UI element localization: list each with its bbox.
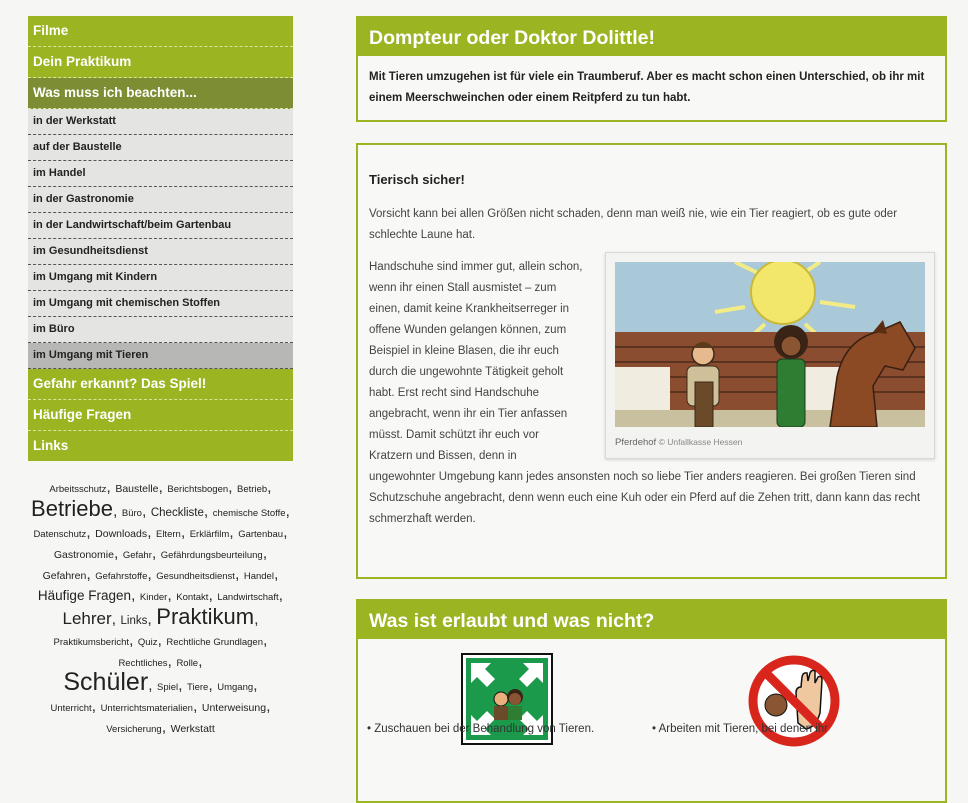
intro-box <box>356 16 947 122</box>
tag-link[interactable]: Werkstatt <box>170 723 215 735</box>
tag-link[interactable]: Versicherung <box>106 724 162 735</box>
tag-link[interactable]: Betrieb <box>237 484 268 495</box>
tag-link[interactable]: Landwirtschaft <box>217 592 279 603</box>
tag-link[interactable]: Häufige Fragen <box>37 588 131 603</box>
tag-link[interactable]: Baustelle <box>115 483 159 495</box>
nav-item-faq[interactable]: Häufige Fragen <box>28 400 293 431</box>
nav-item-beachten[interactable]: Was muss ich beachten... <box>28 78 293 109</box>
tag-link[interactable]: Tiere <box>187 682 209 693</box>
rules-box <box>356 599 947 803</box>
subnav-item-landwirtschaft[interactable]: in der Landwirtschaft/beim Gartenbau <box>28 213 293 239</box>
allowed-item-text: Zuschauen bei der Behandlung von Tieren. <box>374 723 595 735</box>
tag-link[interactable]: Gefährdungsbeurteilung <box>160 550 263 561</box>
content-box <box>356 143 947 579</box>
section-title: Was ist erlaubt und was nicht? <box>358 601 945 639</box>
tag-link[interactable]: Rechtliche Grundlagen <box>166 637 264 648</box>
tag-link[interactable]: Rechtliches <box>118 658 168 669</box>
tag-link[interactable]: Büro <box>121 508 142 519</box>
tag-link[interactable]: Gesundheitsdienst <box>156 571 235 582</box>
tag-link[interactable]: Downloads <box>95 528 148 540</box>
tag-link[interactable]: Arbeitsschutz <box>49 484 107 495</box>
paragraph: Handschuhe sind immer gut, allein schon, wenn ihr einen Stall ausmistet – zum einen, damit keine Krankheitserreger in offene Wunden gelangen können, zum Beispiel in kleine Blasen, die ihr euch durch die ungewohnte Tätigkeit geholt habt. Erst recht sind Handschuhe angebracht, wenn ihr ein Tier anfassen müsst. Damit schützt ihr euch vor Kratzern und Bissen, denn in ungewohnter Umgebung kann jedes ansonsten noch so liebe Tier anders reagieren. Bei großen Tieren sind Schutzschuhe angebracht, denn wenn euch eine Kuh oder ein Pferd auf die Zehen tritt, dann kann das recht schmerzhaft werden. <box>369 261 921 525</box>
tag-link[interactable]: Unterricht <box>50 703 92 714</box>
subnav-item-gastronomie[interactable]: in der Gastronomie <box>28 187 293 213</box>
tag-link[interactable]: Kontakt <box>176 592 209 603</box>
tag-link[interactable]: Gefahr <box>122 550 152 561</box>
tag-link[interactable]: Kinder <box>139 592 168 603</box>
nav-item-praktikum[interactable]: Dein Praktikum <box>28 47 293 78</box>
subnav-item-handel[interactable]: im Handel <box>28 161 293 187</box>
tag-link[interactable]: Praktikumsbericht <box>53 637 130 648</box>
tag-link[interactable]: Quiz <box>137 637 158 648</box>
tag-link[interactable]: Unterweisung <box>201 702 267 714</box>
subnav-item-werkstatt[interactable]: in der Werkstatt <box>28 109 293 135</box>
tag-link[interactable]: Berichtsbogen <box>167 484 229 495</box>
subnav-item-gesundheitsdienst[interactable]: im Gesundheitsdienst <box>28 239 293 265</box>
tag-link[interactable]: Umgang <box>217 682 254 693</box>
pferdehof-illustration <box>615 262 925 427</box>
tag-link[interactable]: Spiel <box>157 682 179 693</box>
rules-icons <box>358 639 945 761</box>
subnav-item-kinder[interactable]: im Umgang mit Kindern <box>28 265 293 291</box>
tag-link[interactable]: Checkliste <box>150 507 204 519</box>
section-heading: Tierisch sicher! <box>369 172 465 187</box>
tag-link[interactable]: Gefahren <box>42 570 87 582</box>
tag-link[interactable]: chemische Stoffe <box>212 508 286 519</box>
tag-link[interactable]: Links <box>120 615 148 627</box>
figure-caption-title: Pferdehof <box>615 437 657 448</box>
sidebar-nav <box>28 16 293 461</box>
forbidden-list-item: • Arbeiten mit Tieren, bei denen ihr <box>652 723 828 735</box>
tag-link[interactable]: Praktikum <box>156 604 255 629</box>
nav-item-spiel[interactable]: Gefahr erkannt? Das Spiel! <box>28 369 293 400</box>
tag-link[interactable]: Eltern <box>155 529 181 540</box>
figure-pferdehof <box>605 252 935 459</box>
tag-link[interactable]: Handel <box>243 571 274 582</box>
subnav-item-chemische-stoffe[interactable]: im Umgang mit chemischen Stoffen <box>28 291 293 317</box>
figure-caption-credit: © Unfallkasse Hessen <box>658 437 743 447</box>
forbidden-item-text: Arbeiten mit Tieren, bei denen ihr <box>658 723 828 735</box>
tag-link[interactable]: Gastronomie <box>53 549 114 561</box>
tag-cloud: Arbeitsschutz, Baustelle, Berichtsbogen, Betrieb, Betriebe, Büro, Checkliste, chemische Stoffe, Datenschutz, Downloads, Eltern, Erklärfilm, Gartenbau, Gastronomie, Gefahr, Gefährdungsbeurteilung, Gefahren, Gefahrstoffe, Gesundheitsdienst, Handel, Häufige Fragen, Kinder, Kontakt, Landwirtschaft, Lehrer, Links, Praktikum, Praktikumsbericht, Quiz, Rechtliche Grundlagen, Rechtliches, Rolle, Schüler, Spiel, Tiere, Umgang, Unterricht, Unterrichtsmaterialien, Unterweisung, Versicherung, Werkstatt <box>31 479 290 736</box>
allowed-list-item: • Zuschauen bei der Behandlung von Tieren. <box>367 723 595 735</box>
tag-link[interactable]: Rolle <box>176 658 199 669</box>
page-title: Dompteur oder Doktor Dolittle! <box>358 18 945 56</box>
tag-link[interactable]: Unterrichtsmaterialien <box>100 703 193 714</box>
paragraph: Vorsicht kann bei allen Größen nicht schaden, denn man weiß nie, wie ein Tier reagiert, ob es gute oder schlechte Laune hat. <box>369 208 898 241</box>
nav-item-links[interactable]: Links <box>28 431 293 461</box>
subnav-item-buero[interactable]: im Büro <box>28 317 293 343</box>
intro-text: Mit Tieren umzugehen ist für viele ein Traumberuf. Aber es macht schon einen Unterschied, ob ihr mit einem Meerschweinchen oder einem Reitpferd zu tun habt. <box>369 71 925 104</box>
tag-link[interactable]: Gartenbau <box>238 529 284 540</box>
tag-link[interactable]: Erklärfilm <box>189 529 230 540</box>
subnav-item-baustelle[interactable]: auf der Baustelle <box>28 135 293 161</box>
nav-item-filme[interactable]: Filme <box>28 16 293 47</box>
subnav-item-tiere[interactable]: im Umgang mit Tieren <box>28 343 293 369</box>
tag-link[interactable]: Lehrer <box>62 609 112 628</box>
tag-link[interactable]: Schüler <box>63 668 149 696</box>
tag-link[interactable]: Datenschutz <box>33 529 87 540</box>
tag-link[interactable]: Betriebe <box>31 496 113 521</box>
tag-link[interactable]: Gefahrstoffe <box>95 571 148 582</box>
